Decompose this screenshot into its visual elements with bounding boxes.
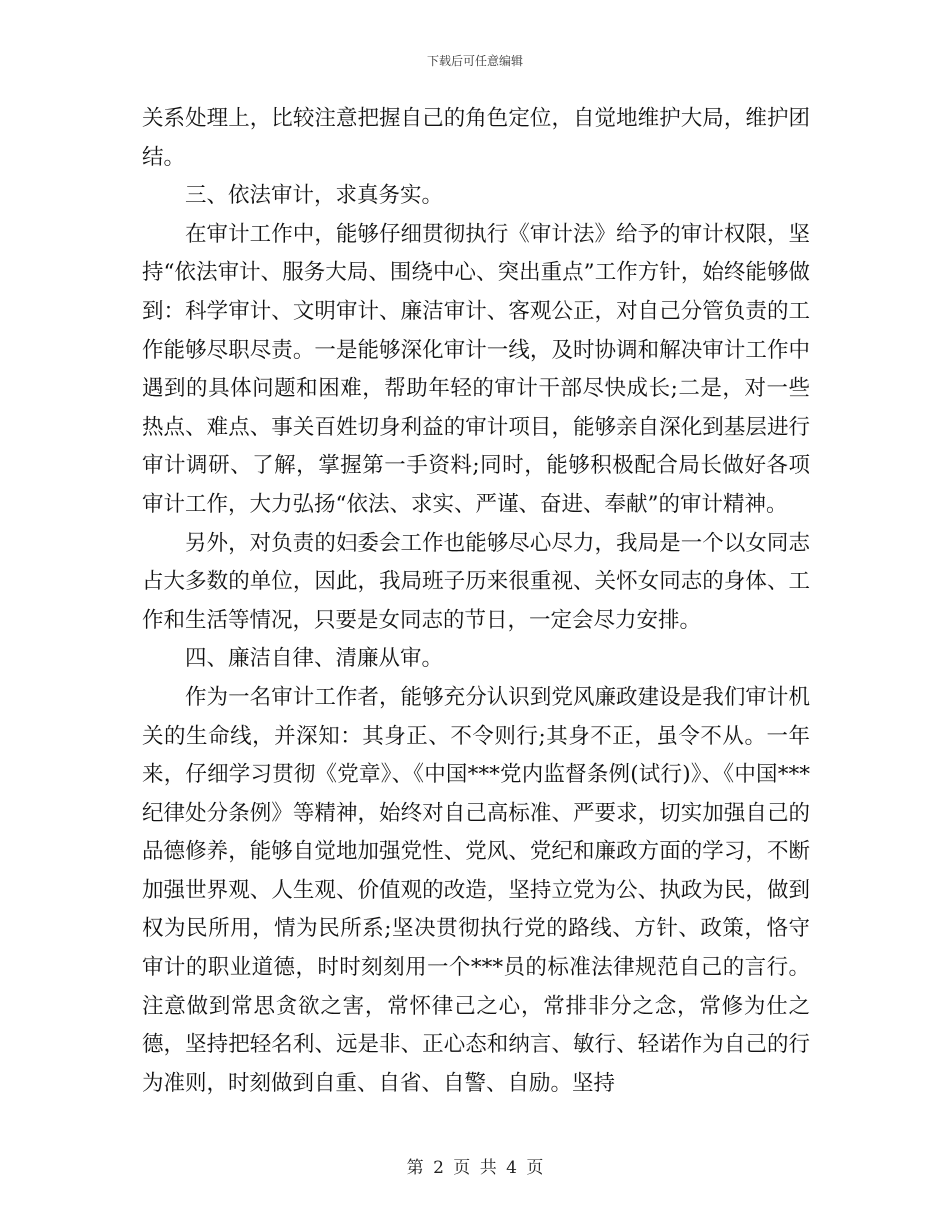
paragraph-3: 另外，对负责的妇委会工作也能够尽心尽力，我局是一个以女同志占大多数的单位，因此，我局班子历来很重视、关怀女同志的身体、工作和生活等情况，只要是女同志的节日，一定会尽力安排。 xyxy=(142,530,810,633)
document-body xyxy=(142,100,810,1103)
section-heading-4: 四、廉洁自律、清廉从审。 xyxy=(185,646,444,672)
page-header: 下载后可任意编辑 xyxy=(426,54,523,68)
paragraph-4: 作为一名审计工作者，能够充分认识到党风廉政建设是我们审计机关的生命线，并深知：其身正、不令则行;其身不正，虽令不从。一年来，仔细学习贯彻《党章》、《中国***党内监督条例(试行)》、《中国***纪律处分条例》等精神，始终对自己高标准、严要求，切实加强自己的品德修养，能够自觉地加强党性、党风、党纪和廉政方面的学习，不断加强世界观、人生观、价值观的改造，坚持立党为公、执政为民，做到权为民所用，情为民所系;坚决贯彻执行党的路线、方针、政策，恪守审计的职业道德，时时刻刻用一个***员的标准法律规范自己的言行。注意做到常思贪欲之害，常怀律己之心，常排非分之念，常修为仕之德，坚持把轻名利、远是非、正心态和纳言、敏行、轻诺作为自己的行为准则，时刻做到自重、自省、自警、自励。坚持 xyxy=(142,684,810,1096)
paragraph-1: 关系处理上，比较注意把握自己的角色定位，自觉地维护大局，维护团结。 xyxy=(142,106,810,170)
paragraph-2: 在审计工作中，能够仔细贯彻执行《审计法》给予的审计权限，坚持“依法审计、服务大局、围绕中心、突出重点”工作方针，始终能够做到：科学审计、文明审计、廉洁审计、客观公正，对自己分管负责的工作能够尽职尽责。一是能够深化审计一线，及时协调和解决审计工作中遇到的具体问题和困难，帮助年轻的审计干部尽快成长;二是，对一些热点、难点、事关百姓切身利益的审计项目，能够亲自深化到基层进行审计调研、了解，掌握第一手资料;同时，能够积极配合局长做好各项审计工作，大力弘扬“依法、求实、严谨、奋进、奉献”的审计精神。 xyxy=(142,221,810,517)
page-footer: 第 2 页 共 4 页 xyxy=(406,1158,544,1178)
section-heading-3: 三、依法审计，求真务实。 xyxy=(185,183,444,209)
